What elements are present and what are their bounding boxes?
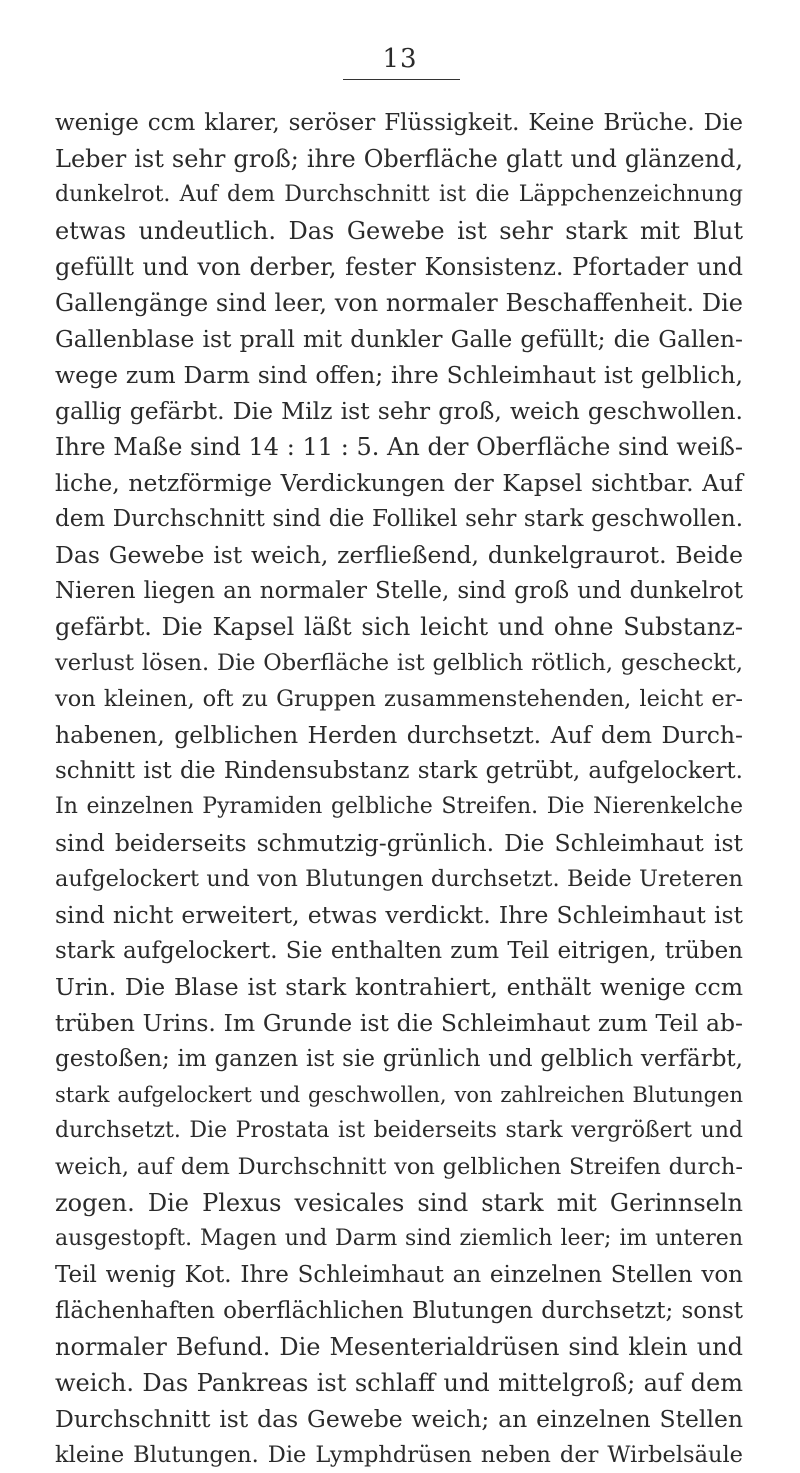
text-line: Urin. Die Blase ist stark kontrahiert, enthält wenige ccm bbox=[55, 973, 743, 1001]
text-line: Das Gewebe ist weich, zerfließend, dunkelgraurot. Beide bbox=[55, 541, 743, 569]
text-line: Ihre Maße sind 14 : 11 : 5. An der Oberfläche sind weiß- bbox=[55, 433, 743, 461]
text-line: zogen. Die Plexus vesicales sind stark mit Gerinnseln bbox=[55, 1189, 743, 1217]
text-line: aufgelockert und von Blutungen durchsetzt. Beide Ureteren bbox=[55, 866, 743, 892]
text-line: gestoßen; im ganzen ist sie grünlich und gelblich verfärbt, bbox=[55, 1046, 743, 1072]
text-line: flächenhaften oberflächlichen Blutungen durchsetzt; sonst bbox=[55, 1298, 743, 1324]
text-line: trüben Urins. Im Grunde ist die Schleimhaut zum Teil ab- bbox=[55, 1009, 743, 1037]
text-line: von kleinen, oft zu Gruppen zusammenstehenden, leicht er- bbox=[55, 686, 743, 712]
body-text bbox=[55, 105, 743, 1473]
text-line: sind nicht erweitert, etwas verdickt. Ihre Schleimhaut ist bbox=[55, 901, 743, 929]
text-line: Teil wenig Kot. Ihre Schleimhaut an einzelnen Stellen von bbox=[55, 1262, 743, 1288]
text-line: wenige ccm klarer, seröser Flüssigkeit. Keine Brüche. Die bbox=[55, 110, 743, 136]
text-line: kleine Blutungen. Die Lymphdrüsen neben der Wirbelsäule bbox=[55, 1442, 743, 1468]
page-number: 13 bbox=[382, 44, 418, 74]
text-line: ausgestopft. Magen und Darm sind ziemlich leer; im unteren bbox=[55, 1226, 743, 1251]
text-line: schnitt ist die Rindensubstanz stark getrübt, aufgelockert. bbox=[55, 758, 743, 784]
text-line: liche, netzförmige Verdickungen der Kapsel sichtbar. Auf bbox=[55, 469, 743, 497]
header-rule bbox=[343, 79, 460, 80]
text-line: gefärbt. Die Kapsel läßt sich leicht und ohne Substanz- bbox=[55, 613, 743, 641]
text-line: stark aufgelockert. Sie enthalten zum Teil eitrigen, trüben bbox=[55, 938, 743, 964]
text-line: gefüllt und von derber, fester Konsistenz. Pfortader und bbox=[55, 253, 743, 281]
text-line: gallig gefärbt. Die Milz ist sehr groß, weich geschwollen. bbox=[55, 397, 743, 425]
text-line: Durchschnitt ist das Gewebe weich; an einzelnen Stellen bbox=[55, 1405, 743, 1433]
text-line: Gallengänge sind leer, von normaler Beschaffenheit. Die bbox=[55, 289, 743, 317]
text-line: stark aufgelockert und geschwollen, von zahlreichen Blutungen bbox=[55, 1083, 743, 1107]
text-line: Nieren liegen an normaler Stelle, sind groß und dunkelrot bbox=[55, 578, 743, 604]
text-line: durchsetzt. Die Prostata ist beiderseits stark vergrößert und bbox=[55, 1118, 743, 1143]
text-line: sind beiderseits schmutzig-grünlich. Die Schleimhaut ist bbox=[55, 829, 743, 857]
text-line: habenen, gelblichen Herden durchsetzt. Auf dem Durch- bbox=[55, 721, 743, 749]
text-line: etwas undeutlich. Das Gewebe ist sehr stark mit Blut bbox=[55, 217, 743, 245]
text-line: In einzelnen Pyramiden gelbliche Streifen. Die Nierenkelche bbox=[55, 794, 743, 819]
text-line: dunkelrot. Auf dem Durchschnitt ist die Läppchenzeichnung bbox=[55, 182, 743, 207]
text-line: Leber ist sehr groß; ihre Oberfläche glatt und glänzend, bbox=[55, 145, 743, 173]
text-line: Gallenblase ist prall mit dunkler Galle gefüllt; die Gallen- bbox=[55, 325, 743, 353]
text-line: weich. Das Pankreas ist schlaff und mittelgroß; auf dem bbox=[55, 1369, 743, 1397]
text-line: dem Durchschnitt sind die Follikel sehr stark geschwollen. bbox=[55, 506, 743, 532]
text-line: wege zum Darm sind offen; ihre Schleimhaut ist gelblich, bbox=[55, 361, 743, 389]
text-line: weich, auf dem Durchschnitt von gelblichen Streifen durch- bbox=[55, 1154, 743, 1180]
text-line: normaler Befund. Die Mesenterialdrüsen sind klein und bbox=[55, 1333, 743, 1361]
text-line: verlust lösen. Die Oberfläche ist gelblich rötlich, gescheckt, bbox=[55, 650, 743, 676]
